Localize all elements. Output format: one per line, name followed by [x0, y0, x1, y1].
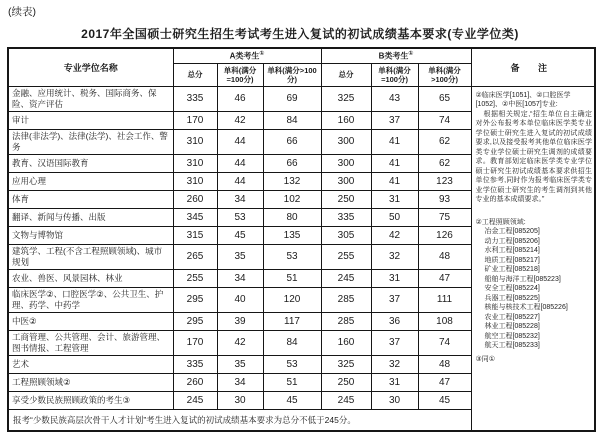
group-b-footnote-mark: ①	[408, 50, 414, 57]
score-cell: 36	[371, 312, 418, 330]
score-cell: 42	[371, 226, 418, 244]
score-cell: 265	[173, 244, 217, 269]
score-cell: 345	[173, 208, 217, 226]
table-row	[8, 86, 595, 111]
score-cell: 37	[371, 111, 418, 129]
score-cell: 310	[173, 154, 217, 172]
group-a-label: A类考生	[229, 51, 260, 61]
score-cell: 30	[371, 391, 418, 409]
remark-clinical-heading: ②临床医学[1051]、②口腔医学[1052]、②中医[1057]专业:	[475, 91, 571, 108]
col-header-b-sub-eq100: 单科(满分=100分)	[371, 63, 418, 86]
score-cell: 250	[321, 373, 371, 391]
major-name-cell: 法律(非法学)、法律(法学)、社会工作、警务	[8, 129, 173, 154]
score-cell: 310	[173, 129, 217, 154]
score-cell: 300	[321, 154, 371, 172]
major-name-cell: 工程照顾领域②	[8, 373, 173, 391]
score-cell: 42	[217, 111, 263, 129]
score-cell: 46	[217, 86, 263, 111]
major-name-cell: 文物与博物馆	[8, 226, 173, 244]
major-name-cell: 农业、兽医、风景园林、林业	[8, 269, 173, 287]
major-name-cell: 体育	[8, 190, 173, 208]
score-cell: 160	[321, 111, 371, 129]
remark-engineering-item: 兵器工程[085225]	[484, 294, 540, 302]
major-name-cell: 享受少数民族照顾政策的考生③	[8, 391, 173, 409]
major-name-cell: 金融、应用统计、税务、国际商务、保险、资产评估	[8, 86, 173, 111]
score-cell: 51	[263, 269, 321, 287]
score-cell: 69	[263, 86, 321, 111]
score-cell: 170	[173, 330, 217, 355]
score-cell: 75	[418, 208, 471, 226]
score-cell: 41	[371, 154, 418, 172]
score-cell: 43	[371, 86, 418, 111]
score-cell: 245	[173, 391, 217, 409]
remark-engineering-item: 矿业工程[085218]	[484, 266, 540, 273]
score-cell: 132	[263, 172, 321, 190]
major-name-cell: 建筑学、工程(不含工程照顾领域)、城市规划	[8, 244, 173, 269]
score-cell: 135	[263, 226, 321, 244]
score-cell: 80	[263, 208, 321, 226]
remark-engineering-item: 水利工程[085214]	[484, 247, 540, 254]
score-cell: 40	[217, 287, 263, 312]
col-header-a-sub-gt100: 单科(满分>100分)	[263, 63, 321, 86]
score-cell: 32	[371, 244, 418, 269]
score-cell: 41	[371, 129, 418, 154]
major-name-cell: 艺术	[8, 355, 173, 373]
remark-engineering-item: 航空工程[085232]	[484, 332, 540, 340]
score-cell: 74	[418, 330, 471, 355]
score-cell: 325	[321, 355, 371, 373]
score-cell: 315	[173, 226, 217, 244]
score-cell: 74	[418, 111, 471, 129]
score-cell: 31	[371, 269, 418, 287]
score-cell: 45	[263, 391, 321, 409]
score-cell: 42	[217, 330, 263, 355]
major-name-cell: 教育、汉语国际教育	[8, 154, 173, 172]
score-cell: 120	[263, 287, 321, 312]
score-cell: 34	[217, 269, 263, 287]
score-cell: 255	[321, 244, 371, 269]
score-cell: 47	[418, 373, 471, 391]
score-cell: 62	[418, 129, 471, 154]
score-cell: 31	[371, 190, 418, 208]
remark-engineering-item: 地质工程[085217]	[484, 256, 540, 264]
score-cell: 102	[263, 190, 321, 208]
score-cell: 32	[371, 355, 418, 373]
score-cell: 84	[263, 330, 321, 355]
score-cell: 295	[173, 312, 217, 330]
score-cell: 245	[321, 269, 371, 287]
score-cell: 53	[217, 208, 263, 226]
remark-engineering-item: 船舶与海洋工程[085223]	[484, 275, 561, 283]
score-cell: 44	[217, 154, 263, 172]
score-cell: 126	[418, 226, 471, 244]
col-header-group-b	[321, 48, 471, 63]
score-cell: 48	[418, 355, 471, 373]
score-cell: 50	[371, 208, 418, 226]
header-row-groups	[8, 48, 595, 63]
remark-engineering-item: 核能与核技术工程[085226]	[484, 304, 568, 311]
score-cell: 250	[321, 190, 371, 208]
remark-clinical-body: 根据相关规定,“招生单位自主确定对外公布报考本单位临床医学类专业学位硕士研究生进入复试的初试成绩要求,以及接受报考其他单位临床医学类专业学位硕士研究生调剂的成绩要求。教育部划定临床医学类专业学位硕士研究生初试成绩基本要求供招生单位参考,同时作为报考临床医学类专业学位硕士研究生的考生调剂到其他专业的基本成绩要求。”	[475, 110, 593, 203]
score-cell: 300	[321, 129, 371, 154]
continuation-label: (续表)	[8, 6, 36, 18]
score-cell: 245	[321, 391, 371, 409]
score-cell: 335	[173, 355, 217, 373]
major-name-cell: 应用心理	[8, 172, 173, 190]
score-cell: 34	[217, 373, 263, 391]
score-cell: 39	[217, 312, 263, 330]
col-header-remark: 备 注	[471, 48, 595, 86]
score-cell: 30	[217, 391, 263, 409]
score-cell: 111	[418, 287, 471, 312]
score-cell: 117	[263, 312, 321, 330]
score-cell: 285	[321, 287, 371, 312]
remark-engineering-item: 林业工程[085228]	[484, 323, 540, 330]
remark-engineering-item: 航天工程[085233]	[484, 342, 540, 349]
major-name-cell: 审计	[8, 111, 173, 129]
score-cell: 62	[418, 154, 471, 172]
score-cell: 325	[321, 86, 371, 111]
score-cell: 31	[371, 373, 418, 391]
score-cell: 45	[418, 391, 471, 409]
minority-plan-note: 报考“少数民族高层次骨干人才计划”考生进入复试的初试成绩基本要求为总分不低于245分。	[8, 409, 471, 431]
col-header-a-total: 总分	[173, 63, 217, 86]
score-cell: 35	[217, 244, 263, 269]
remark-engineering-item: 动力工程[085206]	[484, 237, 540, 245]
remark-engineering-heading: ②工程照顾领域:	[475, 218, 526, 226]
score-cell: 48	[418, 244, 471, 269]
score-cell: 35	[217, 355, 263, 373]
page-title: 2017年全国硕士研究生招生考试考生进入复试的初试成绩基本要求(专业学位类)	[81, 27, 519, 41]
remark-engineering-item: 农业工程[085227]	[484, 313, 540, 321]
col-header-b-sub-gt100: 单科(满分>100分)	[418, 63, 471, 86]
remark-footnote3: ③同①	[475, 355, 496, 363]
score-cell: 300	[321, 172, 371, 190]
remarks-cell	[471, 86, 595, 431]
group-b-label: B类考生	[378, 51, 409, 61]
score-cell: 37	[371, 330, 418, 355]
score-cell: 51	[263, 373, 321, 391]
score-cell: 305	[321, 226, 371, 244]
remark-engineering-item: 冶金工程[085205]	[484, 228, 540, 235]
score-cell: 260	[173, 373, 217, 391]
col-header-group-a	[173, 48, 321, 63]
score-cell: 310	[173, 172, 217, 190]
score-cell: 123	[418, 172, 471, 190]
score-cell: 160	[321, 330, 371, 355]
score-cell: 255	[173, 269, 217, 287]
score-cell: 295	[173, 287, 217, 312]
score-cell: 34	[217, 190, 263, 208]
score-cell: 41	[371, 172, 418, 190]
score-cell: 66	[263, 154, 321, 172]
score-cell: 285	[321, 312, 371, 330]
major-name-cell: 翻译、新闻与传播、出版	[8, 208, 173, 226]
score-cell: 44	[217, 129, 263, 154]
col-header-b-total: 总分	[321, 63, 371, 86]
score-cell: 53	[263, 355, 321, 373]
score-cell: 44	[217, 172, 263, 190]
col-header-a-sub-eq100: 单科(满分=100分)	[217, 63, 263, 86]
score-cell: 108	[418, 312, 471, 330]
score-cell: 47	[418, 269, 471, 287]
score-cell: 65	[418, 86, 471, 111]
score-cell: 45	[217, 226, 263, 244]
col-header-major-name: 专业学位名称	[8, 48, 173, 86]
score-cell: 260	[173, 190, 217, 208]
score-cell: 37	[371, 287, 418, 312]
score-cell: 66	[263, 129, 321, 154]
major-name-cell: 临床医学②、口腔医学②、公共卫生、护理、药学、中药学	[8, 287, 173, 312]
score-cell: 335	[321, 208, 371, 226]
score-cell: 93	[418, 190, 471, 208]
group-a-footnote-mark: ①	[259, 50, 265, 57]
score-cell: 53	[263, 244, 321, 269]
score-cell: 84	[263, 111, 321, 129]
remark-engineering-item: 安全工程[085224]	[484, 285, 540, 292]
score-cell: 335	[173, 86, 217, 111]
score-cell: 170	[173, 111, 217, 129]
major-name-cell: 中医②	[8, 312, 173, 330]
score-requirements-table	[7, 47, 596, 432]
major-name-cell: 工商管理、公共管理、会计、旅游管理、图书情报、工程管理	[8, 330, 173, 355]
